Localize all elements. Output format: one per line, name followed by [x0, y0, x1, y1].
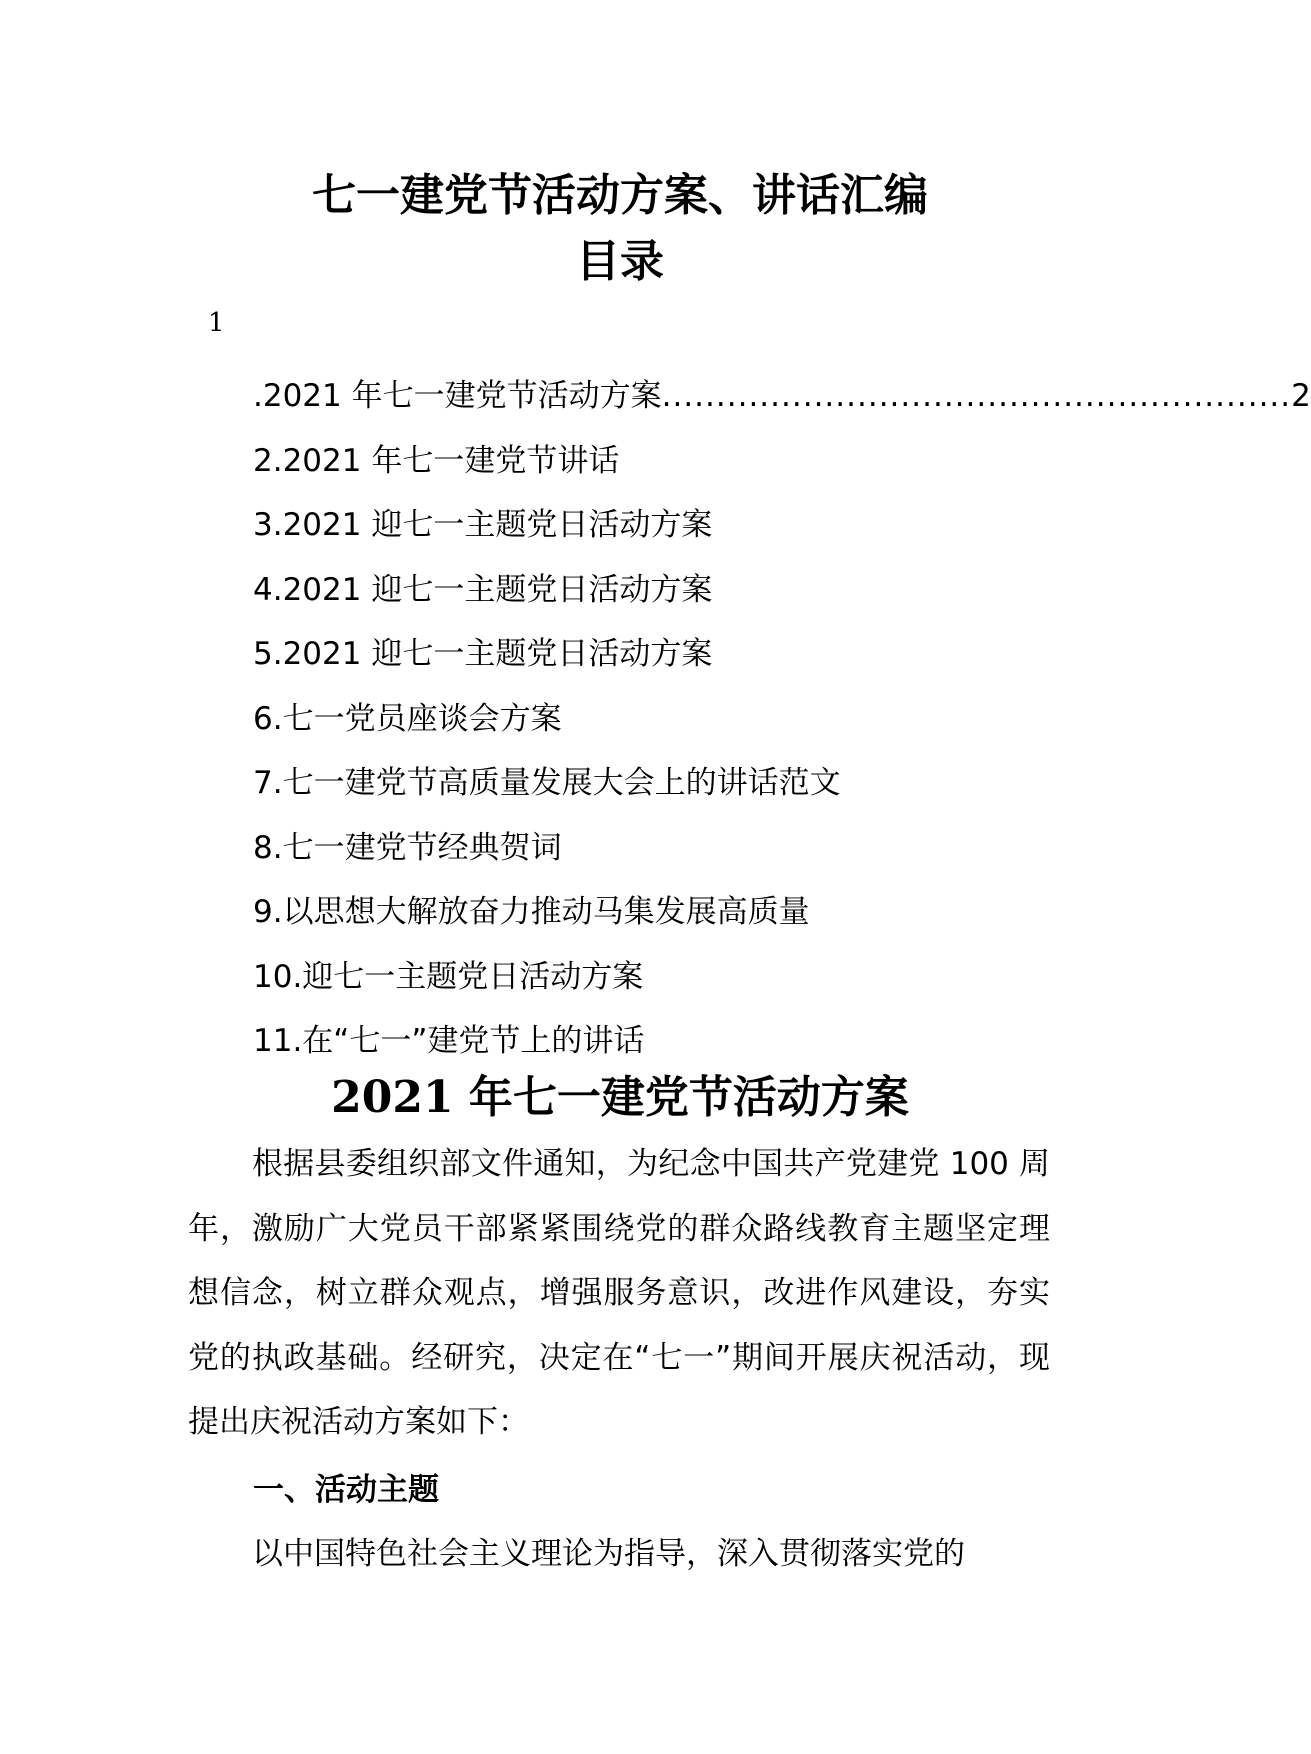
toc-item-text: 4.2021 迎七一主题党日活动方案 [253, 571, 713, 608]
toc-item[interactable] [253, 493, 1050, 558]
page-marker: 1 [208, 308, 225, 338]
toc-item-text: 3.2021 迎七一主题党日活动方案 [253, 507, 713, 543]
section-title [0, 1068, 1240, 1128]
section-heading: 一、活动主题 [253, 1472, 439, 1508]
toc-item-text: 10.迎七一主题党日活动方案 [253, 958, 644, 995]
toc-heading: 目录 [576, 236, 664, 287]
toc-item[interactable] [253, 751, 1050, 816]
toc-item-text: 7.七一建党节高质量发展大会上的讲话范文 [253, 765, 841, 801]
toc-item[interactable] [253, 364, 1311, 429]
section-title-year: 2021 [331, 1072, 454, 1123]
toc-item-text: .2021 年七一建党节活动方案 [253, 378, 662, 414]
toc-item[interactable] [253, 880, 1050, 945]
toc-item-text: 9.以思想大解放奋力推动马集发展高质量 [253, 894, 810, 930]
toc-item[interactable] [253, 816, 1050, 881]
body-paragraph: 根据县委组织部文件通知，为纪念中国共产党建党 100 周年，激励广大党员干部紧紧围绕党的群众路线教育主题坚定理想信念，树立群众观点，增强服务意识，改进作风建设，夯实党的执政基础。经研究，决定在“七一”期间开展庆祝活动，现提出庆祝活动方案如下： [188, 1146, 1050, 1440]
toc-item[interactable] [253, 1009, 1050, 1074]
toc-item[interactable] [253, 687, 1050, 752]
document-title: 七一建党节活动方案、讲话汇编 [312, 170, 928, 221]
toc-item-text: 5.2021 迎七一主题党日活动方案 [253, 636, 713, 672]
body-paragraph: 以中国特色社会主义理论为指导，深入贯彻落实党的 [252, 1536, 965, 1572]
toc-item-text: 2.2021 年七一建党节讲话 [253, 442, 620, 479]
toc-item-text: 11.在“七一”建党节上的讲话 [253, 1023, 645, 1059]
section-title-text: 年七一建党节活动方案 [453, 1072, 909, 1123]
toc-page-number: 2 [1291, 378, 1311, 414]
toc-item[interactable] [253, 429, 1050, 494]
toc-item[interactable] [253, 622, 1050, 687]
toc-item-text: 8.七一建党节经典贺词 [253, 829, 562, 866]
table-of-contents [253, 364, 1311, 1074]
toc-item[interactable] [253, 558, 1050, 623]
toc-item[interactable] [253, 945, 1050, 1010]
toc-item-text: 6.七一党员座谈会方案 [253, 700, 562, 737]
toc-leader-dots: .......................................................... [661, 378, 1292, 414]
